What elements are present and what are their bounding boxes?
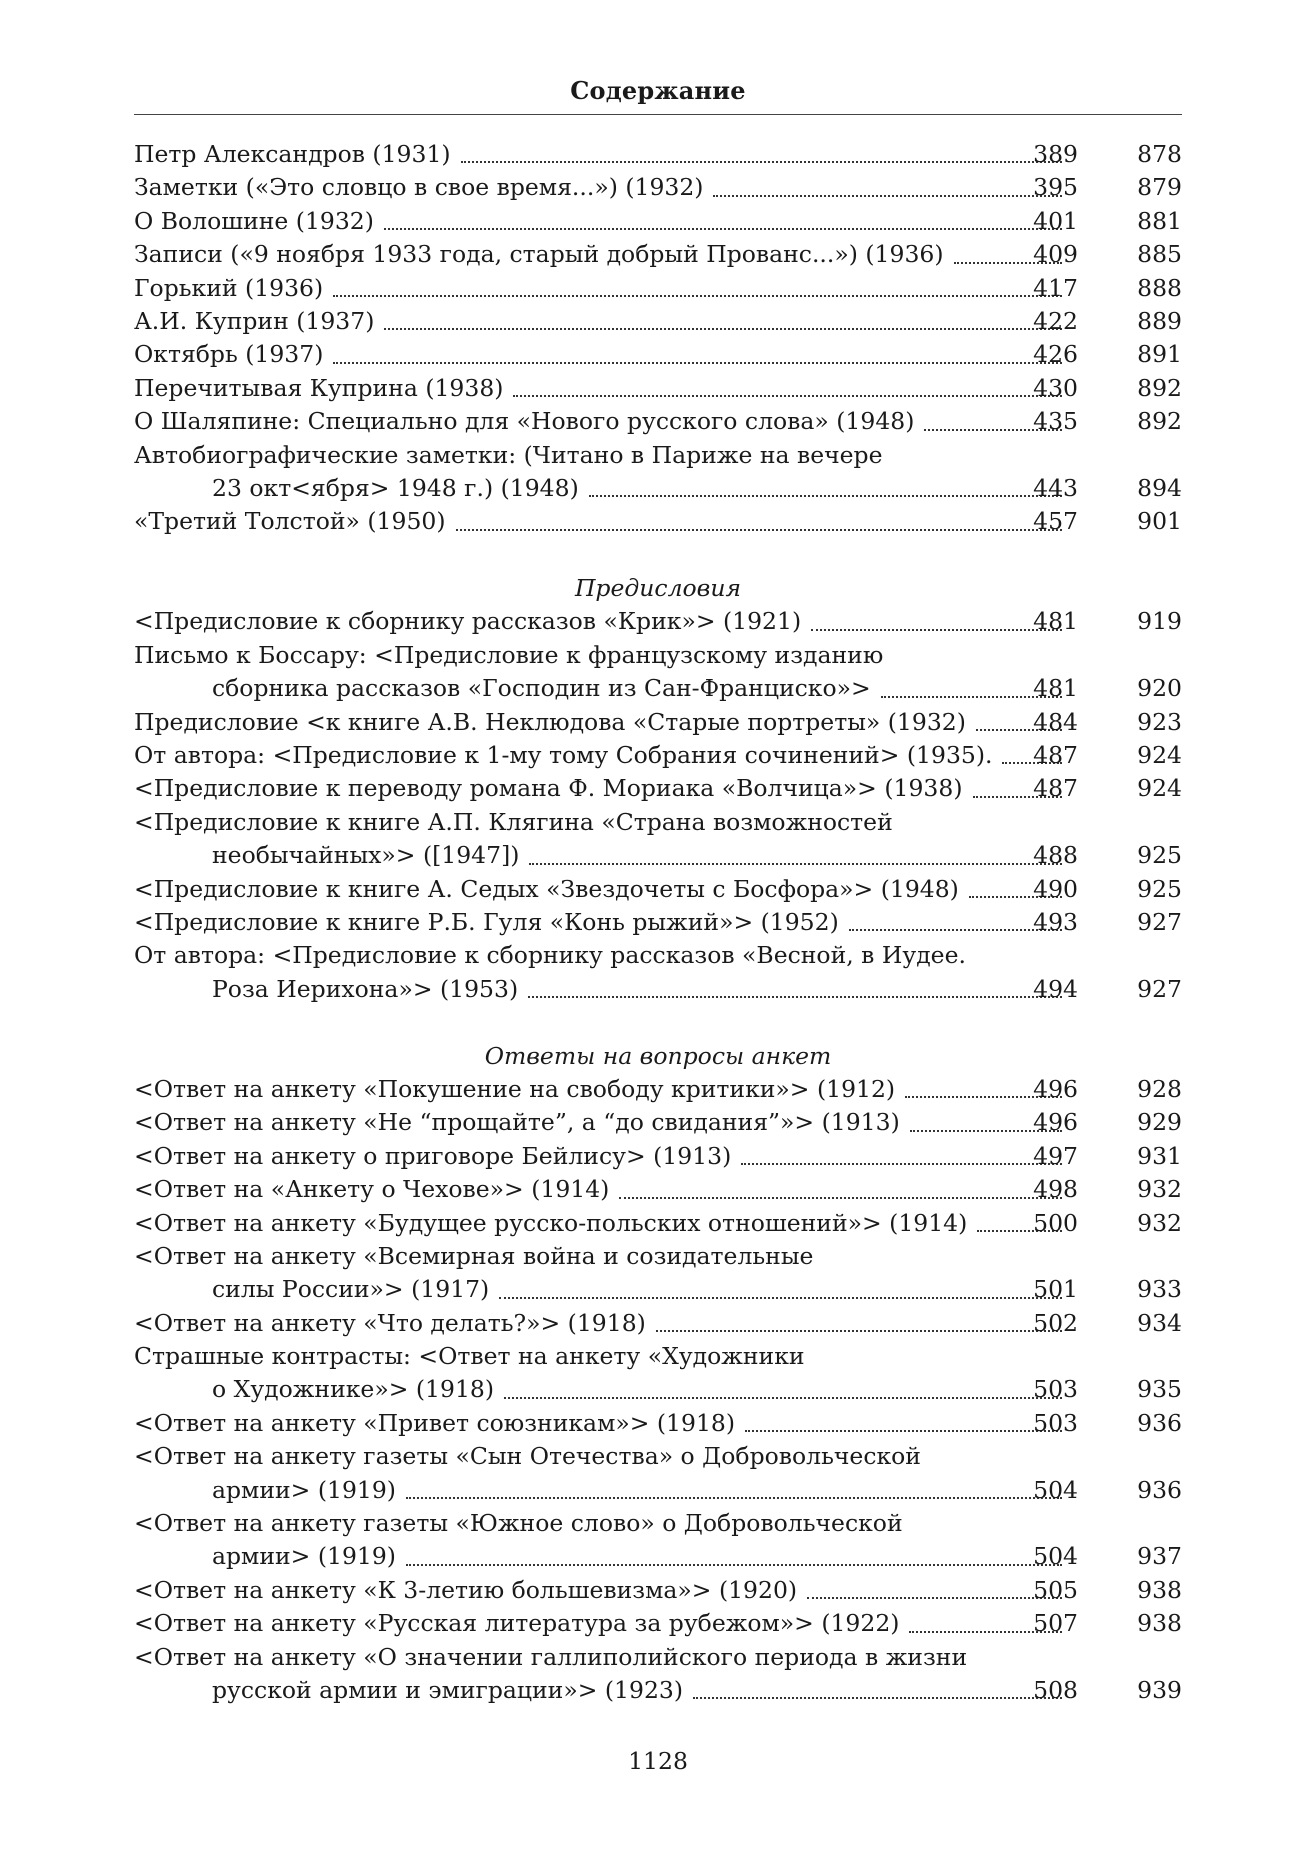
- text-page-number: 504: [1033, 1475, 1078, 1504]
- entry-title: <Ответ на анкету «К 3-летию большевизма»> (1920): [134, 1575, 798, 1604]
- entry-title: сборника рассказов «Господин из Сан-Франциско»>: [212, 674, 871, 703]
- entry-title: о Художнике»> (1918): [212, 1375, 495, 1404]
- text-page-number: 505: [1033, 1575, 1078, 1604]
- entry-title: армии> (1919): [212, 1475, 396, 1504]
- entry-title: <Ответ на анкету «Русская литература за рубежом»> (1922): [134, 1609, 900, 1638]
- toc-entry-line: [134, 1340, 1182, 1373]
- commentary-page-number: 923: [1137, 707, 1182, 736]
- toc-entry-line: [134, 405, 1182, 438]
- dot-leader: [589, 495, 1062, 497]
- toc-entry-line: [134, 472, 1182, 505]
- text-page-number: 409: [1033, 240, 1078, 269]
- commentary-page-number: 892: [1137, 407, 1182, 436]
- entry-title: <Предисловие к переводу романа Ф. Мориака «Волчица»> (1938): [134, 774, 963, 803]
- entry-title: Записи («9 ноября 1933 года, старый добрый Прованс...») (1936): [134, 240, 944, 269]
- entry-title: <Ответ на анкету «Привет союзникам»> (1918): [134, 1408, 736, 1437]
- commentary-page-number: 927: [1137, 907, 1182, 936]
- text-page-number: 508: [1033, 1675, 1078, 1704]
- dot-leader: [384, 328, 1062, 330]
- entry-title: <Ответ на анкету «Что делать?»> (1918): [134, 1308, 646, 1337]
- commentary-page-number: 879: [1137, 173, 1182, 202]
- dot-leader: [656, 1330, 1062, 1332]
- dot-leader: [384, 228, 1062, 230]
- text-page-number: 498: [1033, 1175, 1078, 1204]
- text-page-number: 507: [1033, 1609, 1078, 1638]
- text-page-number: 488: [1033, 841, 1078, 870]
- toc-entry-line: [134, 1073, 1182, 1106]
- commentary-page-number: 878: [1137, 140, 1182, 168]
- toc-entry-line: [134, 1607, 1182, 1640]
- entry-title: Страшные контрасты: <Ответ на анкету «Художники: [134, 1342, 805, 1371]
- toc-entry-line: [134, 605, 1182, 638]
- section-spacer: [134, 539, 1182, 572]
- text-page-number: 497: [1033, 1141, 1078, 1170]
- dot-leader: [406, 1564, 1062, 1566]
- commentary-page-number: 894: [1137, 473, 1182, 502]
- text-page-number: 417: [1033, 273, 1078, 302]
- text-page-number: 430: [1033, 373, 1078, 402]
- dot-leader: [456, 529, 1062, 531]
- toc-entry-line: [134, 639, 1182, 672]
- text-page-number: 494: [1033, 974, 1078, 1003]
- header-rule: [134, 114, 1182, 115]
- commentary-page-number: 929: [1137, 1108, 1182, 1137]
- toc-entry-line: [134, 1173, 1182, 1206]
- text-page-number: 389: [1033, 140, 1078, 168]
- commentary-page-number: 881: [1137, 206, 1182, 235]
- entry-title: <Ответ на анкету «Всемирная война и созидательные: [134, 1241, 814, 1270]
- dot-leader: [528, 996, 1062, 998]
- commentary-page-number: 932: [1137, 1208, 1182, 1237]
- section-heading: Ответы на вопросы анкет: [484, 1041, 832, 1070]
- dot-leader: [504, 1397, 1062, 1399]
- dot-leader: [619, 1197, 1062, 1199]
- text-page-number: 490: [1033, 874, 1078, 903]
- text-page-number: 435: [1033, 407, 1078, 436]
- dot-leader: [513, 395, 1062, 397]
- text-page-number: 443: [1033, 473, 1078, 502]
- commentary-page-number: 936: [1137, 1408, 1182, 1437]
- toc-entry-line: [134, 272, 1182, 305]
- entry-title: «Третий Толстой» (1950): [134, 507, 446, 536]
- toc-entry-line: [134, 338, 1182, 371]
- dot-leader: [406, 1497, 1062, 1499]
- commentary-page-number: 901: [1137, 507, 1182, 536]
- entry-title: О Волошине (1932): [134, 206, 374, 235]
- toc-entry-line: [134, 839, 1182, 872]
- toc-entry-line: [134, 1273, 1182, 1306]
- dot-leader: [499, 1297, 1062, 1299]
- dot-leader: [333, 362, 1062, 364]
- toc-entry-line: [134, 1474, 1182, 1507]
- commentary-page-number: 931: [1137, 1141, 1182, 1170]
- entry-title: <Предисловие к книге А.П. Клягина «Страна возможностей: [134, 807, 893, 836]
- commentary-page-number: 937: [1137, 1542, 1182, 1571]
- toc-entry-line: [134, 171, 1182, 204]
- text-page-number: 487: [1033, 774, 1078, 803]
- entry-title: Письмо к Боссару: <Предисловие к французскому изданию: [134, 640, 884, 669]
- entry-title: <Ответ на анкету «Покушение на свободу критики»> (1912): [134, 1074, 896, 1103]
- toc-entry-line: [134, 806, 1182, 839]
- toc-entry-line: [134, 1574, 1182, 1607]
- entry-title: Роза Иерихона»> (1953): [212, 974, 519, 1003]
- entry-title: Петр Александров (1931): [134, 140, 451, 168]
- page-number: 1128: [628, 1747, 688, 1775]
- commentary-page-number: 891: [1137, 340, 1182, 369]
- toc-entry-line: [134, 973, 1182, 1006]
- toc-entry-line: [134, 739, 1182, 772]
- toc-entry-line: [134, 706, 1182, 739]
- text-page-number: 501: [1033, 1275, 1078, 1304]
- entry-title: <Предисловие к книге Р.Б. Гуля «Конь рыжий»> (1952): [134, 907, 839, 936]
- toc-entry-line: [134, 1240, 1182, 1273]
- entry-title: Октябрь (1937): [134, 340, 324, 369]
- page-title: Содержание: [570, 76, 746, 105]
- text-page-number: 502: [1033, 1308, 1078, 1337]
- entry-title: <Предисловие к книге А. Седых «Звездочеты с Босфора»> (1948): [134, 874, 959, 903]
- commentary-page-number: 924: [1137, 741, 1182, 770]
- toc-entry-line: [134, 873, 1182, 906]
- entry-title: силы России»> (1917): [212, 1275, 490, 1304]
- entry-title: 23 окт<ября> 1948 г.) (1948): [212, 473, 579, 502]
- commentary-page-number: 889: [1137, 306, 1182, 335]
- commentary-page-number: 933: [1137, 1275, 1182, 1304]
- text-page-number: 484: [1033, 707, 1078, 736]
- text-page-number: 422: [1033, 306, 1078, 335]
- entry-title: <Ответ на анкету «О значении галлиполийского периода в жизни: [134, 1642, 968, 1671]
- commentary-page-number: 885: [1137, 240, 1182, 269]
- text-page-number: 426: [1033, 340, 1078, 369]
- toc-entry-line: [134, 1641, 1182, 1674]
- entry-title: <Ответ на анкету «Будущее русско-польских отношений»> (1914): [134, 1208, 968, 1237]
- commentary-page-number: 927: [1137, 974, 1182, 1003]
- dot-leader: [741, 1163, 1062, 1165]
- toc-entry-line: [134, 939, 1182, 972]
- text-page-number: 395: [1033, 173, 1078, 202]
- text-page-number: 481: [1033, 674, 1078, 703]
- toc-entry-line: [134, 505, 1182, 538]
- entry-title: От автора: <Предисловие к сборнику рассказов «Весной, в Иудее.: [134, 941, 966, 970]
- entry-title: Заметки («Это словцо в свое время...») (1932): [134, 173, 704, 202]
- entry-title: русской армии и эмиграции»> (1923): [212, 1675, 684, 1704]
- commentary-page-number: 925: [1137, 874, 1182, 903]
- dot-leader: [333, 295, 1062, 297]
- toc-entry-line: [134, 305, 1182, 338]
- text-page-number: 503: [1033, 1408, 1078, 1437]
- commentary-page-number: 928: [1137, 1074, 1182, 1103]
- entry-title: О Шаляпине: Специально для «Нового русского слова» (1948): [134, 407, 915, 436]
- commentary-page-number: 934: [1137, 1308, 1182, 1337]
- table-of-contents: [134, 138, 1182, 1707]
- text-page-number: 500: [1033, 1208, 1078, 1237]
- commentary-page-number: 920: [1137, 674, 1182, 703]
- section-spacer: [134, 1006, 1182, 1039]
- text-page-number: 457: [1033, 507, 1078, 536]
- entry-title: <Ответ на анкету газеты «Южное слово» о Добровольческой: [134, 1509, 903, 1538]
- text-page-number: 401: [1033, 206, 1078, 235]
- dot-leader: [461, 161, 1062, 163]
- entry-title: <Ответ на анкету «Не “прощайте”, а “до свидания”»> (1913): [134, 1108, 900, 1137]
- commentary-page-number: 888: [1137, 273, 1182, 302]
- toc-entry-line: [134, 1373, 1182, 1406]
- commentary-page-number: 925: [1137, 841, 1182, 870]
- text-page-number: 493: [1033, 907, 1078, 936]
- entry-title: Автобиографические заметки: (Читано в Париже на вечере: [134, 440, 883, 469]
- entry-title: А.И. Куприн (1937): [134, 306, 375, 335]
- commentary-page-number: 936: [1137, 1475, 1182, 1504]
- toc-entry-line: [134, 372, 1182, 405]
- text-page-number: 496: [1033, 1108, 1078, 1137]
- toc-entry-line: [134, 1440, 1182, 1473]
- commentary-page-number: 938: [1137, 1575, 1182, 1604]
- entry-title: Перечитывая Куприна (1938): [134, 373, 504, 402]
- entry-title: необычайных»> ([1947]): [212, 841, 520, 870]
- commentary-page-number: 935: [1137, 1375, 1182, 1404]
- entry-title: От автора: <Предисловие к 1-му тому Собрания сочинений> (1935).: [134, 741, 993, 770]
- text-page-number: 504: [1033, 1542, 1078, 1571]
- toc-entry-line: [134, 1207, 1182, 1240]
- commentary-page-number: 924: [1137, 774, 1182, 803]
- toc-entry-line: [134, 906, 1182, 939]
- toc-entry-line: [134, 1140, 1182, 1173]
- toc-entry-line: [134, 1507, 1182, 1540]
- toc-entry-line: [134, 238, 1182, 271]
- toc-entry-line: [134, 1540, 1182, 1573]
- commentary-page-number: 932: [1137, 1175, 1182, 1204]
- commentary-page-number: 938: [1137, 1609, 1182, 1638]
- entry-title: <Ответ на анкету о приговоре Бейлису> (1913): [134, 1141, 732, 1170]
- entry-title: <Предисловие к сборнику рассказов «Крик»> (1921): [134, 607, 802, 636]
- toc-entry-line: [134, 138, 1182, 171]
- entry-title: <Ответ на «Анкету о Чехове»> (1914): [134, 1175, 610, 1204]
- dot-leader: [713, 195, 1062, 197]
- toc-entry-line: [134, 1106, 1182, 1139]
- dot-leader: [529, 863, 1062, 865]
- toc-entry-line: [134, 439, 1182, 472]
- toc-entry-line: [134, 1407, 1182, 1440]
- entry-title: Горький (1936): [134, 273, 324, 302]
- text-page-number: 496: [1033, 1074, 1078, 1103]
- toc-entry-line: [134, 205, 1182, 238]
- toc-entry-line: [134, 1674, 1182, 1707]
- commentary-page-number: 892: [1137, 373, 1182, 402]
- commentary-page-number: 939: [1137, 1675, 1182, 1704]
- entry-title: армии> (1919): [212, 1542, 396, 1571]
- commentary-page-number: 919: [1137, 607, 1182, 636]
- toc-entry-line: [134, 672, 1182, 705]
- dot-leader: [693, 1697, 1062, 1699]
- entry-title: <Ответ на анкету газеты «Сын Отечества» о Добровольческой: [134, 1442, 921, 1471]
- entry-title: Предисловие <к книге А.В. Неклюдова «Старые портреты» (1932): [134, 707, 966, 736]
- text-page-number: 487: [1033, 741, 1078, 770]
- toc-entry-line: [134, 1307, 1182, 1340]
- text-page-number: 481: [1033, 607, 1078, 636]
- text-page-number: 503: [1033, 1375, 1078, 1404]
- section-heading: Предисловия: [574, 574, 742, 603]
- dot-leader: [745, 1430, 1062, 1432]
- toc-entry-line: [134, 772, 1182, 805]
